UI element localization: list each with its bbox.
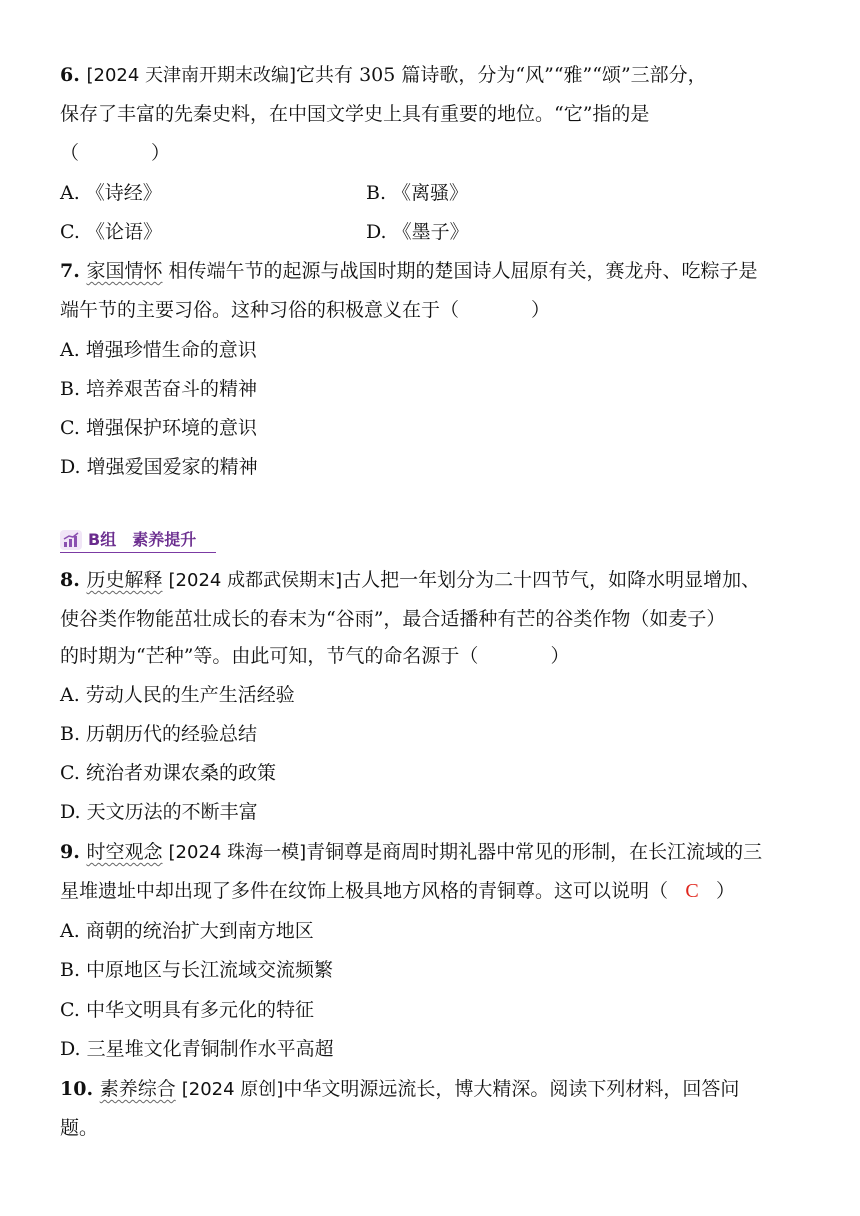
q7-dot: . [73, 260, 87, 282]
q6-paren-open: （ [60, 142, 80, 164]
q9-option-a[interactable]: A. 商朝的统治扩大到南方地区 [60, 920, 314, 942]
q9-line-2 [60, 878, 735, 904]
q8-line-3 [60, 643, 569, 669]
q9-text-2: 星堆遗址中却出现了多件在纹饰上极具地方风格的青铜尊。这可以说明（ [60, 880, 669, 902]
q7-option-a[interactable]: A. 增强珍惜生命的意识 [60, 339, 257, 361]
q9-source: [2024 珠海一模] [168, 842, 307, 863]
q7-text-2: 端午节的主要习俗。这种习俗的积极意义在于（ [60, 299, 460, 321]
q9-paren-close: ） [716, 880, 736, 902]
q9-tag: 时空观念 [86, 841, 163, 863]
q6-dot: . [73, 64, 87, 86]
q8-text-3: 的时期为“芒种”等。由此可知，节气的命名源于（ [60, 645, 479, 667]
q7-paren-close: ） [531, 299, 551, 321]
q9-line-1 [60, 839, 762, 866]
q8-number: 8 [60, 569, 74, 591]
q9-option-b[interactable]: B. 中原地区与长江流域交流频繁 [60, 959, 334, 981]
q6-option-c[interactable]: C. 《论语》 [60, 221, 162, 243]
q7-option-d[interactable]: D. 增强爱国爱家的精神 [60, 456, 258, 478]
q9-answer: C [685, 880, 699, 902]
q10-dot: . [86, 1078, 100, 1100]
q8-option-b[interactable]: B. 历朝历代的经验总结 [60, 723, 258, 745]
q8-line-1 [60, 567, 760, 594]
q8-option-c[interactable]: C. 统治者劝课农桑的政策 [60, 762, 276, 784]
q8-option-d[interactable]: D. 天文历法的不断丰富 [60, 801, 258, 823]
q10-line-2 [60, 1115, 98, 1141]
q8-dot: . [73, 569, 87, 591]
q6-source: [2024 天津南开期末改编] [86, 65, 297, 86]
q7-tag: 家国情怀 [86, 260, 163, 282]
q6-line-2 [60, 101, 649, 127]
q7-text-1: 相传端午节的起源与战国时期的楚国诗人屈原有关，赛龙舟、吃粽子是 [168, 260, 758, 282]
q7-line-2 [60, 297, 550, 323]
q6-line-3 [60, 140, 170, 166]
q10-source: [2024 原创] [181, 1079, 284, 1100]
q8-tag: 历史解释 [86, 569, 163, 591]
q6-number: 6 [60, 64, 74, 86]
q9-number: 9 [60, 841, 74, 863]
q8-text-2: 使谷类作物能茁壮成长的春末为“谷雨”，最合适播种有芒的谷类作物（如麦子） [60, 608, 726, 630]
q6-text-2: 保存了丰富的先秦史料，在中国文学史上具有重要的地位。“它”指的是 [60, 103, 650, 125]
q7-line-1 [60, 258, 758, 284]
q9-text-1: 青铜尊是商周时期礼器中常见的形制，在长江流域的三 [306, 841, 763, 863]
q6-option-b[interactable]: B. 《离骚》 [366, 182, 469, 204]
q10-number: 10 [60, 1078, 87, 1100]
q10-text-1: 中华文明源远流长，博大精深。阅读下列材料，回答问 [283, 1078, 740, 1100]
q9-dot: . [73, 841, 87, 863]
bar-chart-icon [60, 530, 82, 550]
q8-paren-close: ） [550, 645, 570, 667]
q6-option-a[interactable]: A. 《诗经》 [60, 182, 162, 204]
section-header-b [60, 528, 216, 553]
q10-line-1 [60, 1076, 739, 1103]
section-title: B组 素养提升 [88, 530, 197, 549]
q10-tag: 素养综合 [99, 1078, 176, 1100]
q7-number: 7 [60, 260, 74, 282]
q8-line-2 [60, 606, 725, 632]
q6-line-1 [60, 62, 707, 89]
q8-option-a[interactable]: A. 劳动人民的生产生活经验 [60, 684, 295, 706]
q6-option-d[interactable]: D. 《墨子》 [366, 221, 469, 243]
q8-source: [2024 成都武侯期末] [168, 570, 343, 591]
q9-option-d[interactable]: D. 三星堆文化青铜制作水平高超 [60, 1038, 334, 1060]
q6-paren-close: ） [151, 142, 171, 164]
q10-text-2: 题。 [60, 1117, 99, 1139]
q8-text-1: 古人把一年划分为二十四节气，如降水明显增加、 [342, 569, 761, 591]
q7-option-b[interactable]: B. 培养艰苦奋斗的精神 [60, 378, 258, 400]
q6-text-1: 它共有 305 篇诗歌，分为“风”“雅”“颂”三部分， [296, 64, 707, 86]
q7-option-c[interactable]: C. 增强保护环境的意识 [60, 417, 257, 439]
q9-option-c[interactable]: C. 中华文明具有多元化的特征 [60, 999, 314, 1021]
